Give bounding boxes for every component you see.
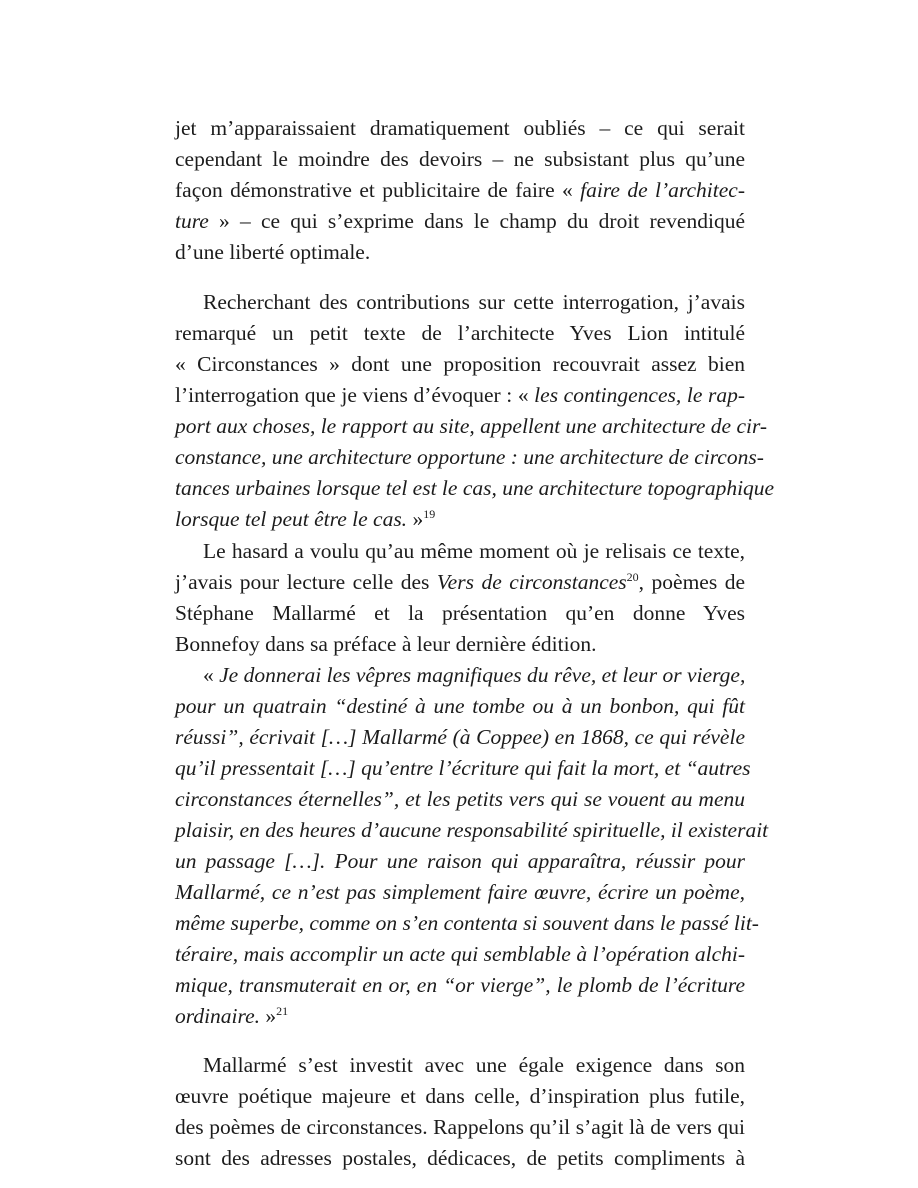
line-text: »: [407, 507, 424, 531]
line-text: d’une liberté optimale.: [175, 240, 371, 264]
quote-line: [175, 722, 745, 752]
text-line: [203, 536, 745, 566]
line-text: façon démonstrative et publicitaire de faire «: [175, 178, 581, 202]
italic-phrase: les contingences, le rap-: [534, 383, 745, 407]
italic-phrase: réussi”, écrivait […] Mallarmé (à Coppee) en 1868, ce qui révèle: [175, 725, 745, 749]
text-line: [175, 349, 745, 379]
italic-phrase: ture: [175, 209, 209, 233]
text-line: [175, 1143, 745, 1173]
italic-phrase: même superbe, comme on s’en contenta si souvent dans le passé lit-: [175, 911, 759, 935]
text-line: [175, 504, 745, 534]
text-line: [175, 1081, 745, 1111]
line-text: Le hasard a voulu qu’au même moment où je relisais ce texte,: [203, 539, 745, 563]
italic-phrase: un passage […]. Pour une raison qui apparaîtra, réussir pour: [175, 849, 745, 873]
text-line: [203, 1050, 745, 1080]
quote-line: [175, 784, 745, 814]
line-text: Stéphane Mallarmé et la présentation qu’en donne Yves: [175, 601, 745, 625]
line-text: sont des adresses postales, dédicaces, de petits compliments à: [175, 1146, 745, 1170]
line-text: des poèmes de circonstances. Rappelons qu’il s’agit là de vers qui: [175, 1115, 745, 1139]
text-line: [175, 442, 764, 472]
line-text: Mallarmé s’est investit avec une égale exigence dans son: [203, 1053, 745, 1077]
italic-phrase: lorsque tel peut être le cas.: [175, 507, 408, 531]
text-line: [175, 567, 745, 597]
text-line: [203, 287, 745, 317]
text-line: [175, 237, 745, 267]
line-text: jet m’apparaissaient dramatiquement oubliés – ce qui serait: [175, 116, 745, 140]
line-text: cependant le moindre des devoirs – ne subsistant plus qu’une: [175, 147, 745, 171]
italic-phrase: ordinaire.: [175, 1004, 261, 1028]
italic-phrase: port aux choses, le rapport au site, appellent une architecture de cir-: [175, 414, 768, 438]
italic-phrase: Mallarmé, ce n’est pas simplement faire œuvre, écrire un poème,: [175, 880, 745, 904]
quote-line: [175, 877, 745, 907]
quote-line: [175, 846, 745, 876]
text-line: [175, 206, 745, 236]
text-line: [175, 318, 745, 348]
line-text: «: [203, 663, 220, 687]
italic-phrase: tances urbaines lorsque tel est le cas, une architecture topographique: [175, 476, 775, 500]
line-text: œuvre poétique majeure et dans celle, d’inspiration plus futile,: [175, 1084, 745, 1108]
italic-phrase: qu’il pressentait […] qu’entre l’écriture qui fait la mort, et “autres: [175, 756, 751, 780]
line-text: Bonnefoy dans sa préface à leur dernière édition.: [175, 632, 597, 656]
italic-title: Vers de circonstances: [436, 570, 627, 594]
line-text: »: [260, 1004, 277, 1028]
footnote-ref-21: 21: [276, 1004, 289, 1018]
line-text: l’interrogation que je viens d’évoquer : «: [175, 383, 535, 407]
text-line: [175, 598, 745, 628]
line-text: , poèmes de: [638, 570, 745, 594]
line-text: Recherchant des contributions sur cette interrogation, j’avais: [203, 290, 745, 314]
italic-phrase: faire de l’architec-: [580, 178, 745, 202]
text-line: [175, 473, 775, 503]
italic-phrase: constance, une architecture opportune : une architecture de circons-: [175, 445, 764, 469]
footnote-ref-20: 20: [626, 570, 639, 584]
italic-phrase: pour un quatrain “destiné à une tombe ou à un bonbon, qui fût: [175, 694, 745, 718]
quote-line: [175, 691, 745, 721]
line-text: j’avais pour lecture celle des: [175, 570, 437, 594]
text-line: [175, 411, 768, 441]
text-line: [175, 380, 745, 410]
quote-line: [175, 908, 759, 938]
quote-line: [175, 815, 769, 845]
quote-line: [175, 1001, 745, 1031]
italic-phrase: mique, transmuterait en or, en “or vierge”, le plomb de l’écriture: [175, 973, 745, 997]
italic-phrase: circonstances éternelles”, et les petits vers qui se vouent au menu: [175, 787, 745, 811]
footnote-ref-19: 19: [423, 507, 436, 521]
text-line: [175, 629, 745, 659]
line-text: » – ce qui s’exprime dans le champ du droit revendiqué: [208, 209, 745, 233]
quote-line: [175, 753, 751, 783]
text-line: [175, 1112, 745, 1142]
italic-phrase: Je donnerai les vêpres magnifiques du rêve, et leur or vierge,: [219, 663, 746, 687]
italic-phrase: téraire, mais accomplir un acte qui semblable à l’opération alchi-: [175, 942, 745, 966]
quote-line: [203, 660, 745, 690]
text-line: [175, 175, 745, 205]
line-text: « Circonstances » dont une proposition recouvrait assez bien: [175, 352, 745, 376]
text-line: [175, 113, 745, 143]
quote-line: [175, 939, 745, 969]
italic-phrase: plaisir, en des heures d’aucune responsabilité spirituelle, il existerait: [175, 818, 769, 842]
line-text: remarqué un petit texte de l’architecte Yves Lion intitulé: [175, 321, 745, 345]
quote-line: [175, 970, 745, 1000]
text-line: [175, 144, 745, 174]
